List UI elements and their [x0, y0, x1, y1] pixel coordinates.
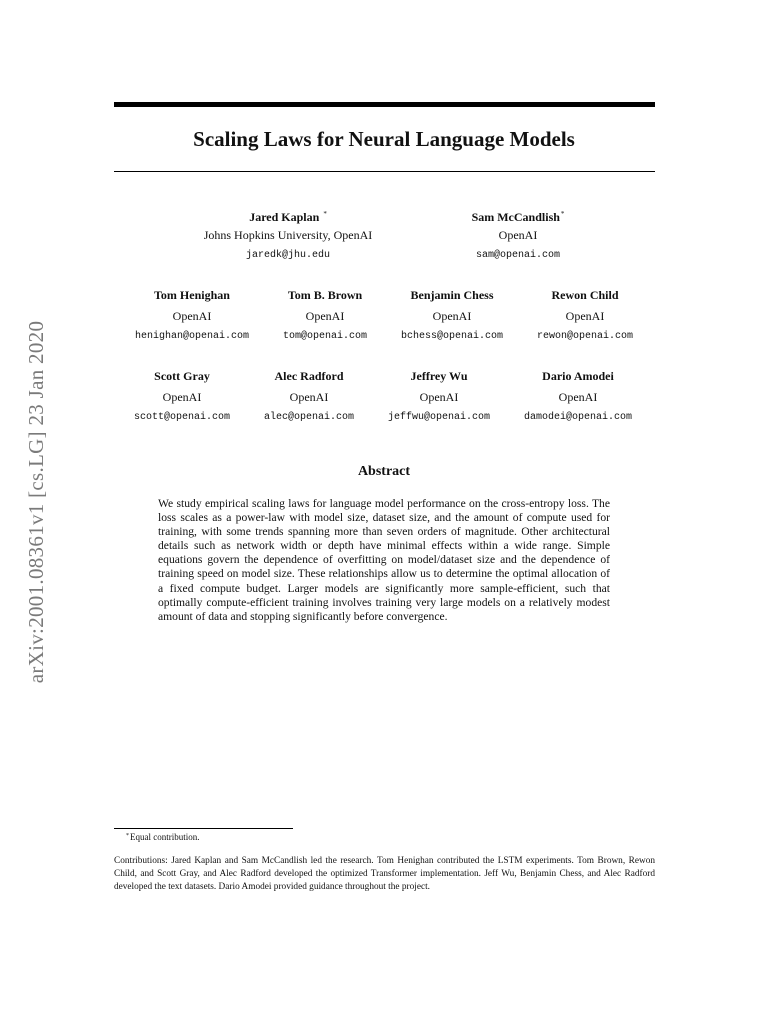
abstract-heading: Abstract — [357, 464, 411, 479]
author-name: Tom B. Brown — [287, 288, 363, 302]
title-bottom-rule — [114, 171, 655, 172]
paper-title: Scaling Laws for Neural Language Models — [193, 127, 575, 151]
author-name: Benjamin Chess — [410, 288, 494, 302]
author-email[interactable]: rewon@openai.com — [536, 331, 633, 342]
author-affiliation: OpenAI — [419, 390, 459, 404]
author-email[interactable]: damodei@openai.com — [523, 412, 633, 423]
footnote-rule — [114, 828, 293, 829]
author-email[interactable]: jeffwu@openai.com — [387, 412, 491, 423]
author-email[interactable]: henighan@openai.com — [134, 331, 250, 342]
author-email[interactable]: tom@openai.com — [282, 331, 367, 342]
author-email[interactable]: jaredk@jhu.edu — [245, 250, 330, 261]
author-affiliation: OpenAI — [558, 390, 598, 404]
abstract-text: We study empirical scaling laws for language model performance on the cross-entropy loss. The loss scales as a power-law with model size, dataset size, and the amount of compute used for training, with some trends spanning more than seven orders of magnitude. Other architectural details such as network width or depth have minimal effects within a wide range. Simple equations govern the dependence of overfitting on model/dataset size and the dependence of training speed on model size. These relationships allow us to determine the optimal allocation of a fixed compute budget. Larger models are significantly more sample-efficient, such that optimally compute-efficient training involves training very large models on a relatively modest amount of data and stopping significantly before convergence. — [158, 497, 610, 623]
author-name: Scott Gray — [154, 369, 210, 383]
author-affiliation: OpenAI — [565, 309, 605, 323]
author-block — [188, 206, 388, 263]
author-name: Sam McCandlish* — [471, 210, 565, 224]
author-name: Alec Radford — [274, 369, 344, 383]
title-top-rule — [114, 102, 655, 107]
footnote-mark: * — [126, 833, 129, 839]
footnote-text: Equal contribution. — [130, 832, 200, 842]
author-block — [418, 206, 618, 263]
author-name: Jeffrey Wu — [410, 369, 468, 383]
author-affiliation: OpenAI — [289, 390, 329, 404]
author-email[interactable]: sam@openai.com — [475, 250, 560, 261]
author-email[interactable]: alec@openai.com — [263, 412, 354, 423]
author-affiliation: OpenAI — [432, 309, 472, 323]
author-affiliation: OpenAI — [305, 309, 345, 323]
author-block — [478, 368, 678, 425]
footnote — [126, 830, 200, 843]
author-affiliation: OpenAI — [498, 228, 538, 242]
author-name: Rewon Child — [551, 288, 619, 302]
equal-contribution-mark: * — [560, 210, 565, 218]
author-name: Dario Amodei — [542, 369, 614, 383]
author-email[interactable]: bchess@openai.com — [400, 331, 504, 342]
author-email[interactable]: scott@openai.com — [133, 412, 230, 423]
author-name: Jared Kaplan * — [249, 210, 327, 224]
contributions-note: Contributions: Jared Kaplan and Sam McCandlish led the research. Tom Henighan contributed the LSTM experiments. Tom Brown, Rewon Child, and Scott Gray, and Alec Radford developed the optimized Transformer implementation. Jeff Wu, Benjamin Chess, and Alec Radford developed the text datasets. Dario Amodei provided guidance throughout the project. — [114, 856, 655, 892]
equal-contribution-mark: * — [323, 210, 327, 218]
author-block — [485, 287, 685, 344]
author-name: Tom Henighan — [154, 288, 230, 302]
author-affiliation: OpenAI — [172, 309, 212, 323]
arxiv-identifier-stamp: arXiv:2001.08361v1 [cs.LG] 23 Jan 2020 — [24, 320, 48, 684]
author-affiliation: Johns Hopkins University, OpenAI — [203, 228, 373, 242]
author-affiliation: OpenAI — [162, 390, 202, 404]
